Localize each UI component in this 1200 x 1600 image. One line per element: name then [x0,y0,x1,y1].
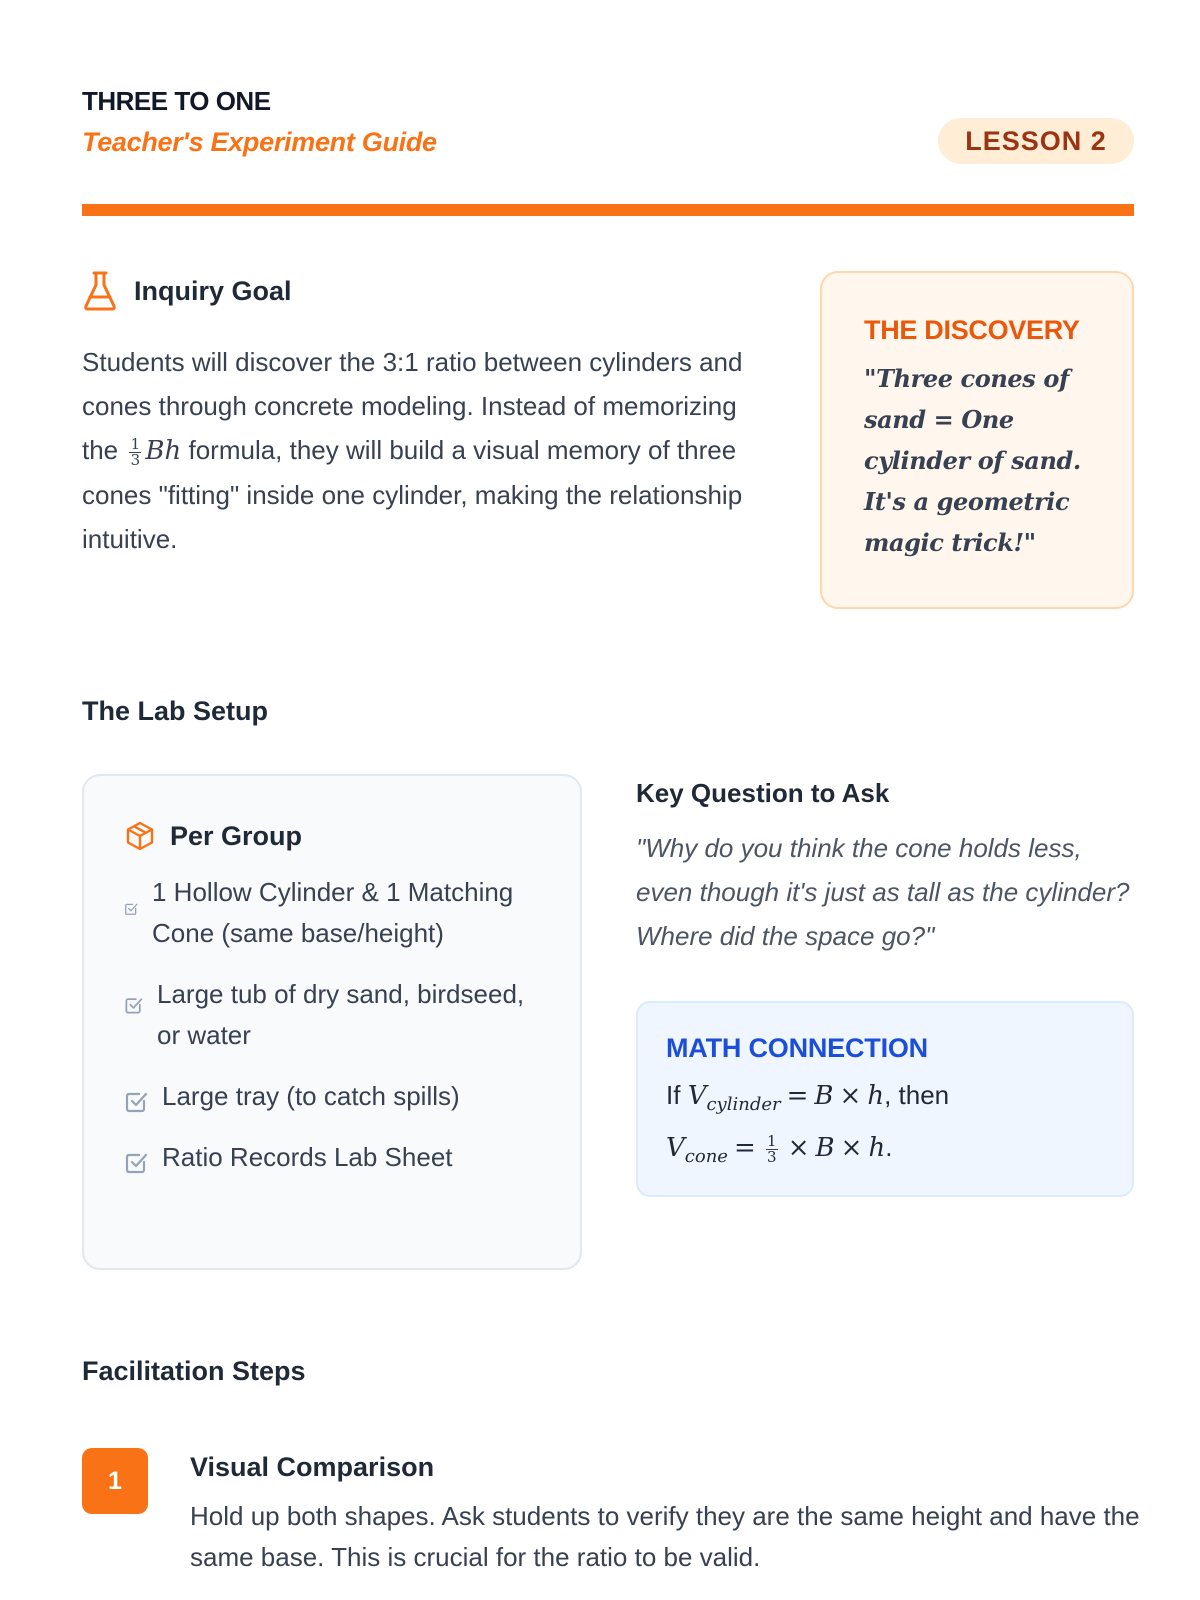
one-third-fraction [129,434,141,469]
formula-v: V [687,1081,707,1111]
formula-if: If [666,1080,681,1110]
checkbox-icon [124,1085,148,1109]
lab-setup-title: The Lab Setup [82,696,269,726]
facilitation-steps-title: Facilitation Steps [82,1356,306,1386]
inquiry-goal-title: Inquiry Goal [134,275,292,306]
guide-subtitle: Teacher's Experiment Guide [82,127,437,157]
fraction-numerator: 1 [130,434,141,453]
list-item-label: Ratio Records Lab Sheet [162,1142,453,1172]
checkbox-icon [124,986,143,1005]
inquiry-text-part1: Students will discover the 3:1 ratio between cylinders and cones through concrete modeling. Instead of memorizing the [82,347,743,465]
list-item-label: Large tray (to catch spills) [162,1081,460,1111]
lesson-badge: LESSON 2 [938,118,1134,164]
formula-b: B [814,1081,834,1111]
flask-icon [82,270,118,312]
discovery-title: THE DISCOVERY [864,315,1080,345]
per-group-title: Per Group [170,820,303,851]
math-formula [666,1074,1104,1178]
fraction-denominator: 3 [766,1147,777,1166]
inquiry-goal-heading [82,270,292,312]
formula-variables: Bh [145,436,182,466]
list-item [124,872,540,954]
header-divider [82,204,1134,216]
inquiry-goal-text [82,340,772,561]
per-group-card [82,774,582,1270]
list-item [124,974,540,1056]
formula-v-cone [666,1133,728,1168]
formula-equals: = [733,1133,756,1164]
checkbox-icon [124,1146,148,1170]
one-third-fraction [766,1131,778,1166]
formula-h: h [867,1081,885,1111]
box-icon [124,820,156,852]
formula-h: h [868,1133,886,1164]
formula-period: . [885,1132,893,1163]
key-question-text: "Why do you think the cone holds less, even though it's just as tall as the cylinder? Where did the space go?" [636,833,1130,951]
formula-then: , then [884,1080,950,1110]
fraction-denominator: 3 [130,450,141,469]
formula-times: × [840,1133,863,1164]
fraction-numerator: 1 [766,1131,777,1150]
list-item-label: Large tub of dry sand, birdseed, or water [157,979,525,1050]
formula-v-cylinder [687,1081,781,1116]
formula-cylinder-sub: cylinder [706,1094,781,1116]
per-group-heading [124,820,540,852]
page-header [82,86,1134,166]
formula-equals: = [786,1081,809,1111]
formula-times: × [839,1081,862,1111]
step-title: Visual Comparison [190,1452,435,1482]
step-number-badge: 1 [82,1448,148,1514]
list-item [124,1076,540,1117]
materials-list [124,872,540,1178]
step-description: Hold up both shapes. Ask students to verify they are the same height and have the same base. This is crucial for the ratio to be valid. [190,1501,1140,1572]
key-question-title: Key Question to Ask [636,778,890,808]
math-connection-title: MATH CONNECTION [666,1033,928,1063]
brand-title: THREE TO ONE [82,86,271,116]
formula-b: B [815,1133,835,1164]
formula-v: V [666,1133,685,1164]
math-connection-card [636,1001,1134,1197]
formula-times: × [787,1133,810,1164]
list-item-label: 1 Hollow Cylinder & 1 Matching Cone (same base/height) [152,877,514,948]
list-item [124,1137,540,1178]
discovery-quote: "Three cones of sand = One cylinder of sand. It's a geometric magic trick!" [864,364,1081,557]
discovery-card [820,271,1134,609]
checkbox-icon [124,887,138,901]
formula-cone-sub: cone [684,1146,728,1168]
inquiry-text-part2: formula, they will build a visual memory of three cones "fitting" inside one cylinder, making the relationship intuitive. [82,435,743,554]
